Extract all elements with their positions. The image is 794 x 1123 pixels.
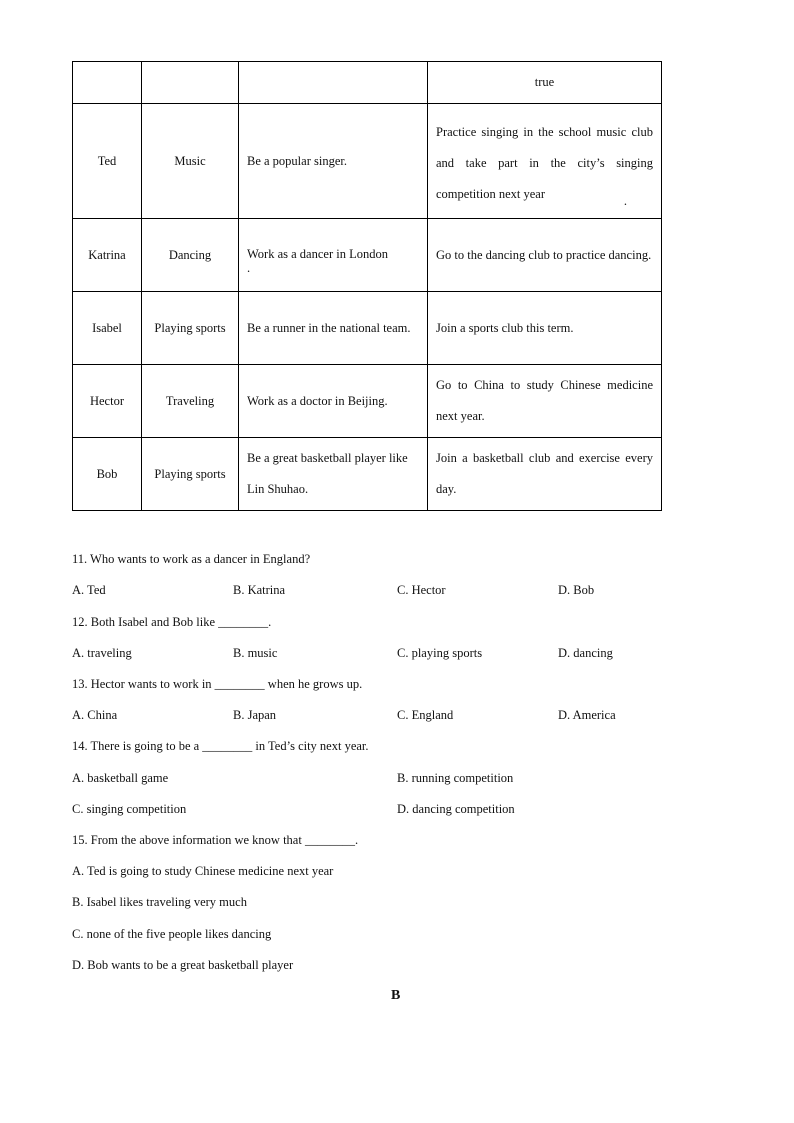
row-plan: Join a sports club this term. xyxy=(428,292,662,365)
question-14-option-c: C. singing competition xyxy=(72,802,187,816)
row-name: Bob xyxy=(73,438,142,511)
question-12-option-a: A. traveling xyxy=(72,646,132,660)
question-15-stem: 15. From the above information we know that ________. xyxy=(72,833,359,847)
section-heading-b: B xyxy=(391,988,401,1003)
question-13-option-d: D. America xyxy=(558,708,616,722)
row-name: Ted xyxy=(73,104,142,219)
question-12-option-b: B. music xyxy=(233,646,278,660)
table-header-row xyxy=(73,62,662,104)
question-12-option-d: D. dancing xyxy=(558,646,613,660)
info-table xyxy=(72,61,662,511)
question-11-option-b: B. Katrina xyxy=(233,583,286,597)
row-hobby: Music xyxy=(142,104,239,219)
question-15-option-a: A. Ted is going to study Chinese medicine next year xyxy=(72,864,334,878)
row-plan: Go to the dancing club to practice dancing. xyxy=(428,219,662,292)
header-cell-name xyxy=(73,62,142,104)
table-row xyxy=(73,219,662,292)
row-hobby: Playing sports xyxy=(142,438,239,511)
table-row xyxy=(73,438,662,511)
row-hobby: Playing sports xyxy=(142,292,239,365)
question-13-option-b: B. Japan xyxy=(233,708,277,722)
table-row xyxy=(73,292,662,365)
question-14-option-b: B. running competition xyxy=(397,771,514,785)
row-dream-trailing-dot: . xyxy=(247,260,251,275)
question-14-stem: 14. There is going to be a ________ in Ted’s city next year. xyxy=(72,739,369,753)
header-cell-plan: true xyxy=(428,62,662,104)
question-13-stem: 13. Hector wants to work in ________ when he grows up. xyxy=(72,677,363,691)
header-cell-hobby xyxy=(142,62,239,104)
row-name: Katrina xyxy=(73,219,142,292)
row-plan-trailing-dot: . xyxy=(623,193,627,208)
table-row xyxy=(73,104,662,219)
header-cell-dream xyxy=(239,62,428,104)
question-12-stem: 12. Both Isabel and Bob like ________. xyxy=(72,615,272,629)
question-11-option-c: C. Hector xyxy=(397,583,446,597)
row-dream: Be a runner in the national team. xyxy=(239,292,428,365)
question-13-option-c: C. England xyxy=(397,708,454,722)
question-11-stem: 11. Who wants to work as a dancer in England? xyxy=(72,552,311,566)
row-hobby: Traveling xyxy=(142,365,239,438)
row-dream: Work as a dancer in London xyxy=(247,246,388,261)
question-14-option-d: D. dancing competition xyxy=(397,802,515,816)
row-dream: Work as a doctor in Beijing. xyxy=(239,365,428,438)
row-name: Hector xyxy=(73,365,142,438)
row-plan: Practice singing in the school music club and take part in the city’s singing competition next year xyxy=(436,124,653,201)
question-15-option-b: B. Isabel likes traveling very much xyxy=(72,895,247,909)
row-dream: Be a popular singer. xyxy=(239,104,428,219)
row-plan: Join a basketball club and exercise every day. xyxy=(428,438,662,511)
question-15-option-c: C. none of the five people likes dancing xyxy=(72,927,272,941)
question-11-option-d: D. Bob xyxy=(558,583,595,597)
row-dream-cell xyxy=(239,219,428,292)
table-row xyxy=(73,365,662,438)
question-11-option-a: A. Ted xyxy=(72,583,106,597)
row-name: Isabel xyxy=(73,292,142,365)
row-hobby: Dancing xyxy=(142,219,239,292)
question-14-option-a: A. basketball game xyxy=(72,771,169,785)
row-plan-cell xyxy=(428,104,662,219)
row-plan: Go to China to study Chinese medicine next year. xyxy=(428,365,662,438)
question-12-option-c: C. playing sports xyxy=(397,646,483,660)
question-15-option-d: D. Bob wants to be a great basketball player xyxy=(72,958,294,972)
row-dream: Be a great basketball player like Lin Shuhao. xyxy=(239,438,428,511)
question-13-option-a: A. China xyxy=(72,708,118,722)
